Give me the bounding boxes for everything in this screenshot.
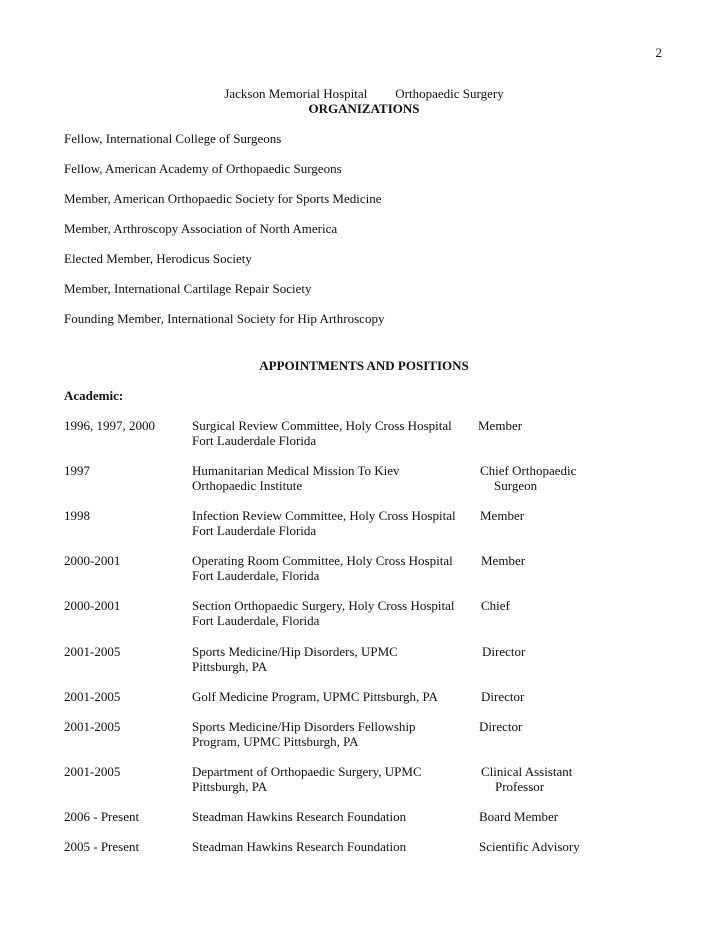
appointment-description-line: Steadman Hawkins Research Foundation [192, 809, 407, 824]
appointment-description [192, 689, 472, 704]
appointment-description [192, 418, 472, 448]
appointment-role-line: Member [481, 553, 526, 568]
appointment-description [192, 809, 472, 824]
appointment-description-line: Fort Lauderdale Florida [192, 523, 317, 538]
appointment-description-line: Sports Medicine/Hip Disorders Fellowship [192, 719, 416, 734]
appointment-role [481, 689, 641, 704]
appointment-role-line: Director [479, 719, 523, 734]
appointment-description-line: Orthopaedic Institute [192, 478, 303, 493]
appointment-role-line: Clinical Assistant [481, 764, 573, 779]
appointment-years: 1996, 1997, 2000 [64, 418, 155, 433]
appointment-description-line: Surgical Review Committee, Holy Cross Hospital [192, 418, 452, 433]
organization-item: Fellow, American Academy of Orthopaedic Surgeons [64, 161, 342, 176]
appointment-role-line: Director [481, 689, 525, 704]
appointment-years: 2001-2005 [64, 689, 121, 704]
organization-item: Elected Member, Herodicus Society [64, 251, 252, 266]
appointments-title: APPOINTMENTS AND POSITIONS [259, 358, 469, 373]
appointment-description [192, 463, 472, 493]
appointment-description [192, 598, 472, 628]
appointment-role-line: Member [478, 418, 523, 433]
appointment-description-line: Sports Medicine/Hip Disorders, UPMC [192, 644, 398, 659]
appointment-role [478, 418, 638, 433]
organization-item: Member, International Cartilage Repair Society [64, 281, 312, 296]
appointment-role [481, 598, 641, 613]
appointment-role [481, 764, 641, 794]
organizations-list [64, 131, 384, 341]
appointment-role [480, 463, 640, 493]
organization-item: Member, Arthroscopy Association of North America [64, 221, 338, 236]
appointment-years: 1997 [64, 463, 90, 478]
appointment-role-line: Director [482, 644, 526, 659]
appointment-description-line: Infection Review Committee, Holy Cross Hospital [192, 508, 456, 523]
appointment-role-line: Chief [481, 598, 510, 613]
appointment-description-line: Steadman Hawkins Research Foundation [192, 839, 407, 854]
appointment-years: 2006 - Present [64, 809, 140, 824]
organization-item: Founding Member, International Society for Hip Arthroscopy [64, 311, 385, 326]
page-number: 2 [655, 45, 662, 60]
appointment-years: 2001-2005 [64, 764, 121, 779]
appointment-role-line: Member [480, 508, 525, 523]
appointment-role [482, 644, 642, 659]
appointment-description-line: Department of Orthopaedic Surgery, UPMC [192, 764, 422, 779]
appointment-description [192, 644, 472, 674]
appointment-description-line: Operating Room Committee, Holy Cross Hospital [192, 553, 453, 568]
appointment-role-line: Board Member [479, 809, 559, 824]
appointment-role-line: Chief Orthopaedic [480, 463, 577, 478]
appointment-role [480, 508, 640, 523]
appointment-description [192, 553, 472, 583]
organization-item: Fellow, International College of Surgeons [64, 131, 282, 146]
appointment-description [192, 839, 472, 854]
appointment-description-line: Pittsburgh, PA [192, 779, 268, 794]
appointment-role [479, 719, 639, 734]
appointment-role [479, 839, 639, 854]
appointment-years: 2001-2005 [64, 719, 121, 734]
appointment-description [192, 764, 472, 794]
document-header [0, 86, 728, 101]
appointment-description-line: Fort Lauderdale Florida [192, 433, 317, 448]
appointment-description [192, 719, 472, 749]
appointment-description-line: Golf Medicine Program, UPMC Pittsburgh, PA [192, 689, 438, 704]
appointment-description-line: Section Orthopaedic Surgery, Holy Cross Hospital [192, 598, 455, 613]
appointment-description-line: Humanitarian Medical Mission To Kiev [192, 463, 400, 478]
appointment-role [479, 809, 639, 824]
appointment-role-line: Scientific Advisory [479, 839, 580, 854]
appointment-role [481, 553, 641, 568]
appointment-years: 1998 [64, 508, 90, 523]
appointment-description-line: Fort Lauderdale, Florida [192, 568, 320, 583]
header-hospital: Jackson Memorial Hospital [224, 86, 368, 101]
appointment-years: 2001-2005 [64, 644, 121, 659]
appointment-description-line: Pittsburgh, PA [192, 659, 268, 674]
appointment-years: 2000-2001 [64, 553, 121, 568]
appointment-description-line: Fort Lauderdale, Florida [192, 613, 320, 628]
appointment-years: 2005 - Present [64, 839, 140, 854]
appointment-description [192, 508, 472, 538]
organizations-title: ORGANIZATIONS [308, 101, 420, 116]
academic-subheading: Academic: [64, 388, 124, 403]
organization-item: Member, American Orthopaedic Society for Sports Medicine [64, 191, 382, 206]
header-department: Orthopaedic Surgery [395, 86, 504, 101]
appointment-role-line: Professor [495, 779, 545, 794]
appointment-role-line: Surgeon [494, 478, 538, 493]
appointment-description-line: Program, UPMC Pittsburgh, PA [192, 734, 359, 749]
appointment-years: 2000-2001 [64, 598, 121, 613]
